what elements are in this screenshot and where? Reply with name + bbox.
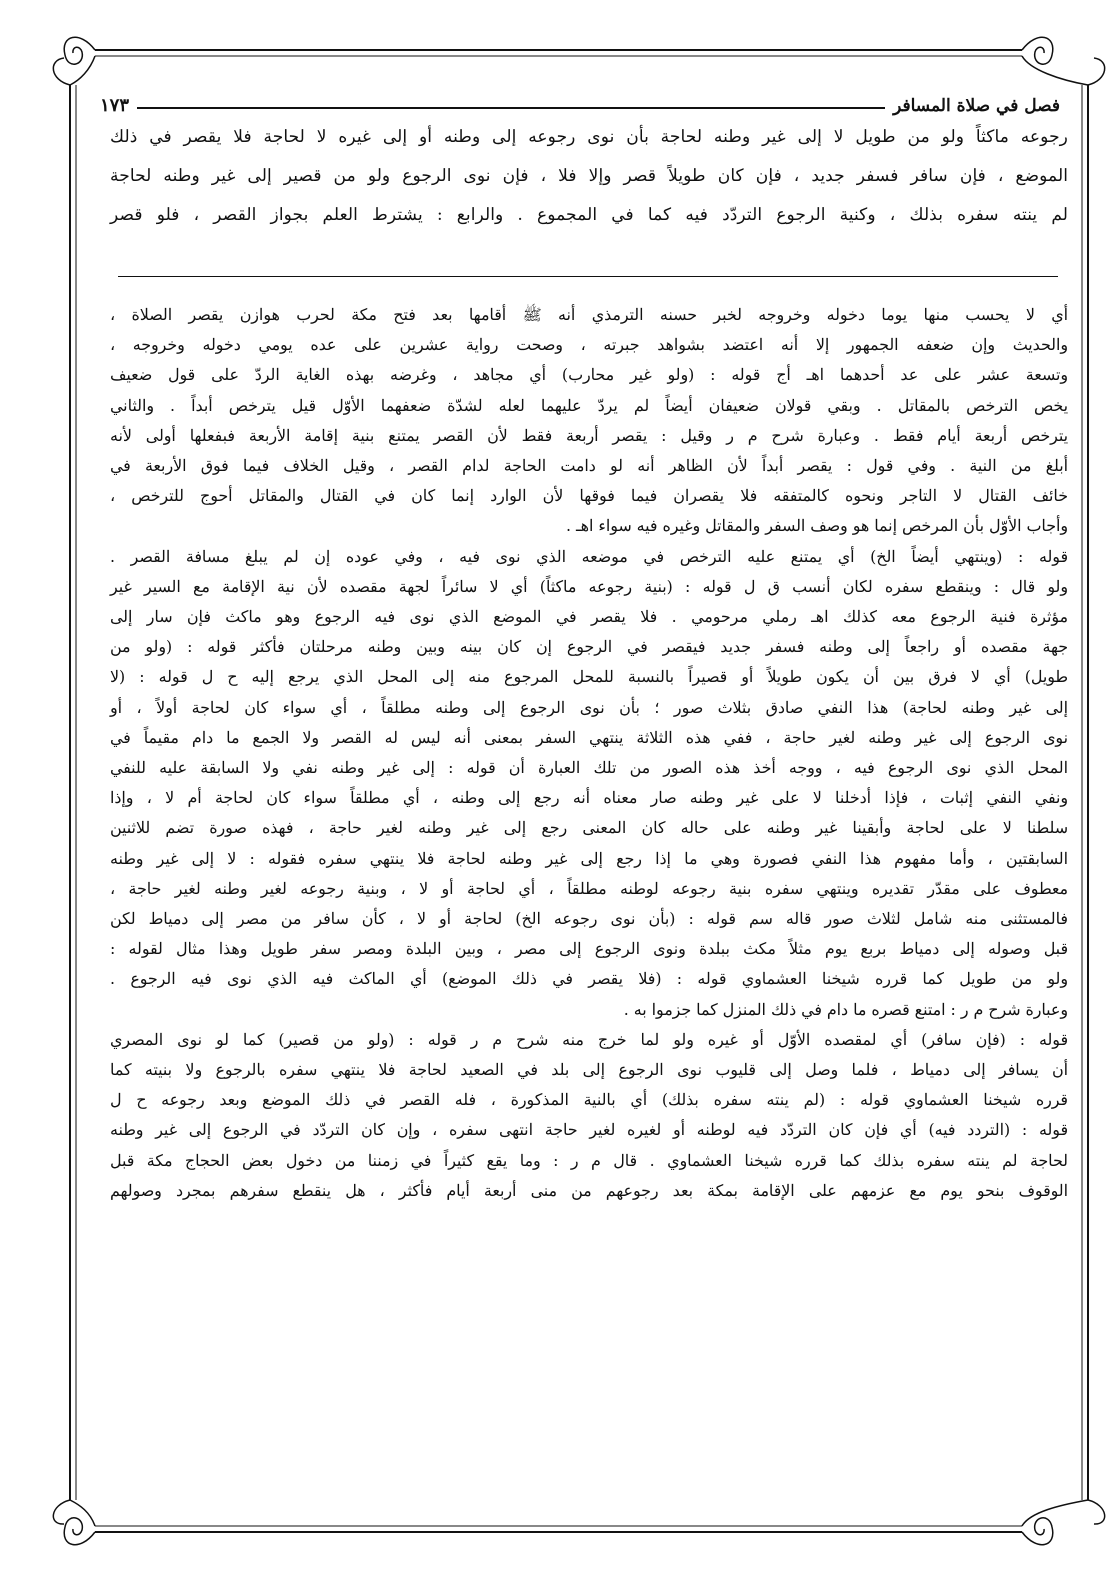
corner-ornament-top-right (1022, 37, 1105, 85)
commentary-line: وعبارة شرح م ر : امتنع قصره ما دام في ذلك المنزل كما جزموا به . (623, 999, 1068, 1019)
commentary-line: الوقوف بنحو يوم مع عزمهم على الإقامة بمكة بعد رجوعهم من منى أربعة أيام فأكثر ، هل ينقطع سفرهم بمجرد وصولهم (110, 1180, 1068, 1200)
page-number: ١٧٣ (100, 95, 130, 116)
commentary-line: لحاجة لم ينته سفره بذلك كما قرره شيخنا العشماوي . قال م ر : وما يقع كثيراً في زمننا من دخول بعض الحجاج مكة قبل (110, 1150, 1068, 1170)
commentary-line: معطوف على مقدّر تقديره وينتهي سفره بنية رجوعه لوطنه مطلقاً ، أي لحاجة أو لا ، وبنية رجوعه لغير وطنه لغير حاجة ، (110, 878, 1068, 898)
commentary-line: قوله : (فإن سافر) أي لمقصده الأوّل أو غيره ولو لما خرج منه شرح م ر قوله : (ولو من قصير) كما لو نوى المصري (110, 1029, 1068, 1049)
commentary-line: وتسعة عشر على عد أحدهما اهـ أج قوله : (ولو غير محارب) أي مجاهد ، وغرضه بهذه الغاية الردّ على قول ضعيف (110, 365, 1068, 385)
page-header (100, 80, 1060, 116)
main-text-line: الموضع ، فإن سافر فسفر جديد ، فإن كان طويلاً قصر وإلا فلا ، فإن نوى الرجوع ولو من قصير إلى غير وطنه لحاجة (110, 166, 1068, 186)
commentary-line: سلطنا لا على لحاجة وأبقينا غير وطنه على حاله كان المعنى رجع إلى غير وطنه لغير حاجة ، فهذه صورة تضم للاثنين (110, 818, 1068, 838)
main-text-line: رجوعه ماكثاً ولو من طويل لا إلى غير وطنه لحاجة بأن نوى رجوعه إلى وطنه أو إلى غيره لا لحاجة فلا يقصر في ذلك (110, 127, 1068, 147)
commentary-line: قرره شيخنا العشماوي قوله : (لم ينته سفره بذلك) أي بالنية المذكورة ، فله القصر في ذلك الموضع وبعد رجوعه ح ل (110, 1090, 1068, 1110)
commentary-line: جهة مقصده أو راجعاً إلى وطنه فسفر جديد فيقصر في الرجوع إن كان بينه وبين وطنه مرحلتان فأكثر قوله : (ولو من (110, 637, 1068, 657)
corner-ornament-top-left (53, 37, 95, 85)
header-rule (137, 107, 885, 109)
main-text-line: لم ينته سفره بذلك ، وكنية الرجوع التردّد فيه كما في المجموع . والرابع : يشترط العلم بجواز القصر ، فلو قصر (110, 205, 1068, 225)
commentary-line: أبلغ من النية . وفي قول : يقصر أبداً لأن الظاهر أنه لو دامت الحاجة لدام القصر ، وقيل الخلاف فيما فوق الأربعة في (110, 456, 1068, 476)
commentary-line: فالمستثنى منه شامل لثلاث صور قاله سم قوله : (بأن نوى رجوعه الخ) لحاجة أو لا ، كأن سافر من مصر إلى دمياط لكن (110, 909, 1068, 929)
commentary-line: يترخص أربعة أيام فقط . وعبارة شرح م ر وقيل : يقصر أربعة فقط لأن القصر يمتنع بنية إقامة الأربعة فبفعلها أولى لأنه (110, 425, 1068, 445)
commentary-line: طويل) أي لا فرق بين أن يكون طويلاً أو قصيراً بالنسبة للمحل المرجوع منه إلى المحل الذي يرجع إليه ح ل قوله : (لا (110, 667, 1068, 687)
commentary-line: مؤثرة فنية الرجوع معه كذلك اهـ رملي مرحومي . فلا يقصر في الموضع الذي نوى فيه الرجوع وهو ماكث فإن سار إلى (110, 607, 1068, 627)
commentary-line: المحل الذي نوى الرجوع فيه ، ووجه أخذ هذه الصور من تلك العبارة أن قوله : إلى غير وطنه نفي ولا السابقة عليه للنفي (110, 758, 1068, 778)
commentary-line: ولو قال : وينقطع سفره لكان أنسب ق ل قوله : (بنية رجوعه ماكثاً) أي لا سائراً لجهة مقصده لأن نية الإقامة مع السير غير (110, 576, 1068, 596)
commentary-text (110, 300, 1068, 1206)
section-title: فصل في صلاة المسافر (893, 96, 1060, 116)
commentary-line: ونفي النفي إثبات ، فإذا أدخلنا لا على غير وطنه صار معناه أنه رجع إلى وطنه ، أي مطلقاً سواء كان لحاجة أم لا ، وإذا (110, 788, 1068, 808)
commentary-line: نوى الرجوع إلى غير وطنه لغير حاجة ، ففي هذه الثلاثة ينتهي السفر بمعنى أنه ليس له القصر ولا الجمع ما دام مقيماً في (110, 727, 1068, 747)
commentary-line: قبل وصوله إلى دمياط بربع يوم مثلاً مكث ببلدة ونوى الرجوع إلى مصر ، وبين البلدة ومصر سفر طويل وهذا مثال لقوله : (110, 939, 1068, 959)
commentary-line: السابقتين ، وأما مفهوم هذا النفي فصورة وهي ما إذا رجع إلى غير وطنه لحاجة فلا ينتهي سفره فقوله : لا إلى غير وطنه (110, 848, 1068, 868)
footnote-divider (118, 276, 1058, 277)
commentary-line: قوله : (وينتهي أيضاً الخ) أي يمتنع عليه الترخص في موضعه الذي نوى فيه ، وفي عوده إن لم يبلغ مسافة القصر . (110, 546, 1068, 566)
corner-ornament-bottom-left (53, 1500, 95, 1545)
corner-ornament-bottom-right (1022, 1500, 1105, 1545)
commentary-line: أن يسافر إلى دمياط ، فلما وصل إلى قليوب نوى الرجوع إلى بلد في الصعيد لحاجة فلا ينتهي سفره بالرجوع ولا بنيته كما (110, 1060, 1068, 1080)
main-text (110, 118, 1068, 235)
commentary-line: خائف القتال لا التاجر ونحوه كالمتفقه فلا يقصران فيما فوقها لأن الوارد إنما كان في القتال والمقاتل أحوج للترخص ، (110, 486, 1068, 506)
commentary-line: أي لا يحسب منها يوما دخوله وخروجه لخبر حسنه الترمذي أنه ﷺ أقامها بعد فتح مكة لحرب هوازن يقصر الصلاة ، (110, 305, 1068, 324)
commentary-line: وأجاب الأوّل بأن المرخص إنما هو وصف السفر والمقاتل وغيره فيه سواء اهـ . (566, 516, 1068, 536)
commentary-line: يخص الترخص بالمقاتل . وبقي قولان ضعيفان أيضاً لم يردّ عليهما لعله لشدّة ضعفهما الأوّل قيل يترخص أبداً . والثاني (110, 395, 1068, 415)
commentary-line: ولو من طويل كما قرره شيخنا العشماوي قوله : (فلا يقصر في ذلك الموضع) أي الماكث فيه الذي نوى فيه الرجوع . (110, 969, 1068, 989)
commentary-line: والحديث وإن ضعفه الجمهور إلا أنه اعتضد بشواهد جبرته ، وصحت رواية عشرين على عده يومي دخوله وخروجه ، (110, 335, 1068, 355)
commentary-line: إلى غير وطنه لحاجة) هذا النفي صادق بثلاث صور ؛ بأن نوى الرجوع إلى وطنه مطلقاً ، أي سواء كان لحاجة أولاً ، أو (110, 697, 1068, 717)
commentary-line: قوله : (التردد فيه) أي فإن كان التردّد فيه لوطنه أو لغيره لغير حاجة انتهى سفره ، وإن كان التردّد في الرجوع إلى غير وطنه (110, 1120, 1068, 1140)
